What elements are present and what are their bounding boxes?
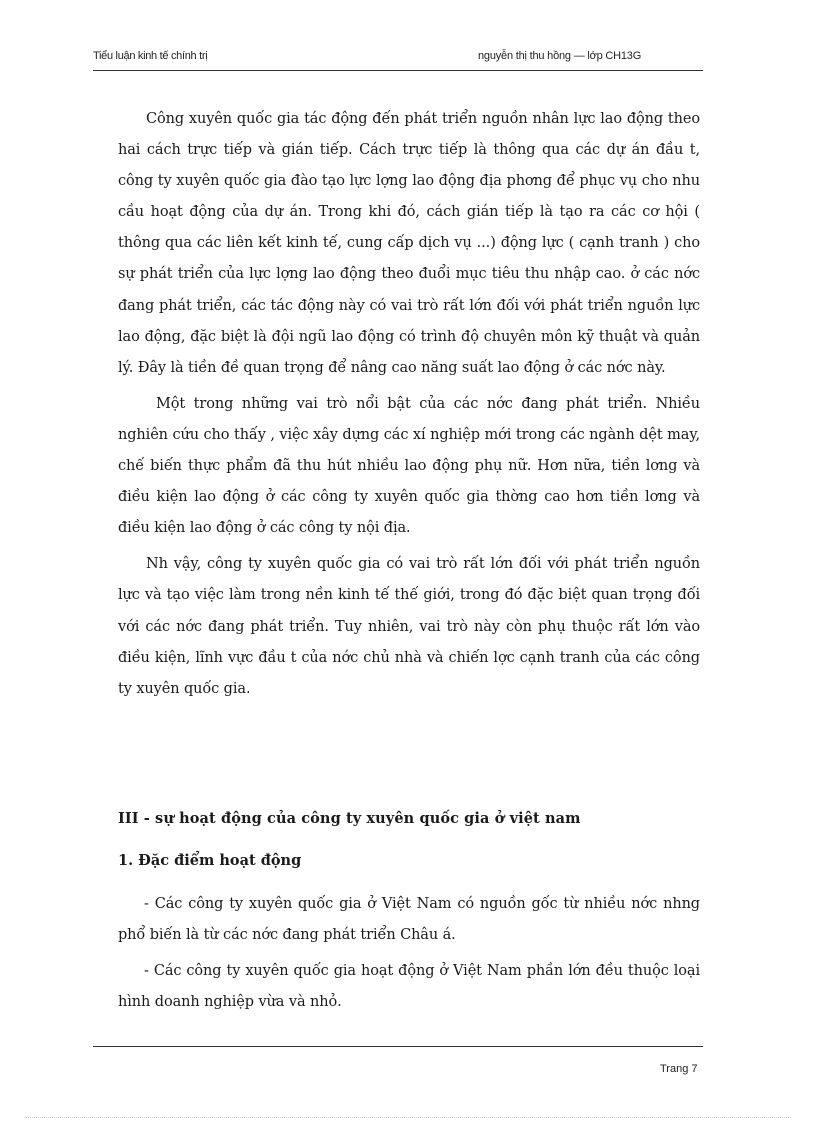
paragraph-2: Một trong những vai trò nổi bật của các nớc đang phát triển. Nhiều nghiên cứu cho thấy , việc xây dựng các xí nghiệp mới trong các ngành dệt may, chế biến thực phẩm đã thu hút nhiều lao động phụ nữ. Hơn nữa, tiền lơng và điều kiện lao động ở các công ty xuyên quốc gia thờng cao hơn tiền lơng và điều kiện lao động ở các công ty nội địa. [118,395,700,537]
page-bottom-divider [25,1117,791,1118]
subsection-title: 1. Đặc điểm hoạt động [118,852,302,869]
page-number: Trang 7 [660,1063,698,1075]
page-header [93,40,703,71]
paragraph-1: Công xuyên quốc gia tác động đến phát triển nguồn nhân lực lao động theo hai cách trực tiếp và gián tiếp. Cách trực tiếp là thông qua các dự án đầu t, công ty xuyên quốc gia đào tạo lực lợng lao động địa phơng để phục vụ cho nhu cầu hoạt động của dự án. Trong khi đó, cách gián tiếp là tạo ra các cơ hội ( thông qua các liên kết kinh tế, cung cấp dịch vụ ...) động lực ( cạnh tranh ) cho sự phát triển của lực lợng lao động theo đuổi mục tiêu thu nhập cao. ở các nớc đang phát triển, các tác động này có vai trò rất lớn đối với phát triển nguồn lực lao động, đặc biệt là đội ngũ lao động có trình độ chuyên môn kỹ thuật và quản lý. Đây là tiền đề quan trọng để nâng cao năng suất lao động ở các nớc này. [118,111,700,376]
bullet-item: - Các công ty xuyên quốc gia hoạt động ở Việt Nam phần lớn đều thuộc loại hình doanh nghiệp vừa và nhỏ. [118,963,700,1011]
footer-divider [93,1046,703,1048]
header-author-class: nguyễn thị thu hồng — lớp CH13G [478,50,642,62]
bullet-item: - Các công ty xuyên quốc gia ở Việt Nam có nguồn gốc từ nhiều nớc nhng phổ biến là từ các nớc đang phát triển Châu á. [118,896,700,944]
bullet-list [118,889,700,1018]
header-course-title: Tiểu luận kinh tế chính trị [93,50,208,62]
body-text [118,104,700,705]
section-title: III - sự hoạt động của công ty xuyên quốc gia ở việt nam [118,810,581,827]
paragraph-3: Nh vậy, công ty xuyên quốc gia có vai trò rất lớn đối với phát triển nguồn lực và tạo việc làm trong nền kinh tế thế giới, trong đó đặc biệt quan trọng đối với các nớc đang phát triển. Tuy nhiên, vai trò này còn phụ thuộc rất lớn vào điều kiện, lĩnh vực đầu t của nớc chủ nhà và chiến lợc cạnh tranh của các công ty xuyên quốc gia. [118,556,700,697]
